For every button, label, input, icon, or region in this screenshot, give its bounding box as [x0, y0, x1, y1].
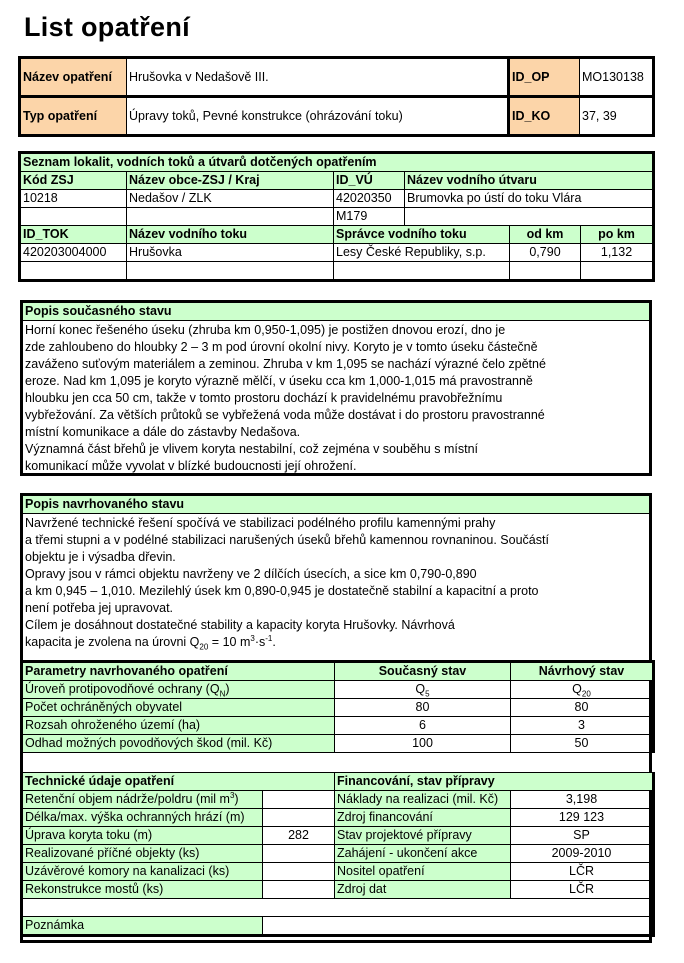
note-label [22, 917, 263, 936]
cell-empty [334, 262, 510, 280]
cell-id-tok: 420203004000 [21, 244, 127, 262]
fin-label: Zdroj financování [335, 809, 511, 827]
cell-nazev-toku: Hrušovka [127, 244, 334, 262]
localities-title: Seznam lokalit, vodních toků a útvarů dotčených opatřením [21, 154, 653, 172]
tech-label-text: ) [234, 792, 239, 806]
param-current: 100 [335, 735, 511, 753]
fin-label: Zdroj dat [335, 881, 511, 899]
table-row [21, 244, 653, 262]
table-row [21, 208, 653, 226]
table-row [22, 845, 654, 863]
cell-spravce: Lesy České Republiky, s.p. [334, 244, 510, 262]
param-proposed: 80 [511, 699, 654, 717]
tech-value [263, 845, 335, 863]
spacer-row [22, 899, 654, 917]
params-header: Parametry navrhovaného opatření [22, 662, 335, 681]
table-row [21, 190, 653, 208]
cell-nazev-obce: Nedašov / ZLK [127, 190, 334, 208]
capacity-sup: 3 [250, 633, 255, 643]
tech-value [263, 863, 335, 881]
param-proposed [511, 681, 654, 699]
table-row [22, 735, 654, 753]
param-proposed: 50 [511, 735, 654, 753]
cell-nazev-obce [127, 208, 334, 226]
cell-id-vu: M179 [334, 208, 405, 226]
fin-value: SP [511, 827, 654, 845]
tech-label-text: Retenční objem nádrže/poldru (mil m [25, 792, 230, 806]
param-label-text: ) [225, 682, 230, 696]
param-proposed: 3 [511, 717, 654, 735]
param-label: Odhad možných povodňových škod (mil. Kč) [22, 735, 335, 753]
tech-label: Rekonstrukce mostů (ks) [22, 881, 263, 899]
cell-empty [510, 262, 581, 280]
fin-label: Zahájení - ukončení akce [335, 845, 511, 863]
param-proposed-text: Q [572, 682, 582, 696]
id-op-label: ID_OP [509, 59, 580, 97]
param-label: Rozsah ohroženého území (ha) [22, 717, 335, 735]
col-od-km: od km [510, 226, 581, 244]
measure-type-value: Úpravy toků, Pevné konstrukce (ohrázování toku) [127, 97, 509, 135]
param-label: Počet ochráněných obyvatel [22, 699, 335, 717]
table-row [22, 791, 654, 809]
capacity-sup: -1 [265, 633, 273, 643]
tech-label: Uzávěrové komory na kanalizaci (ks) [22, 863, 263, 881]
param-label-sub: N [219, 689, 226, 699]
current-state-text: Horní konec řešeného úseku (zhruba km 0,950-1,095) je postižen dnovou erozí, dno je zde zahloubeno do hloubky 2 – 3 m pod úrovní okolní nivy. Koryto je v tomto úseku částečně zaváženo suťovým materiálem a zeminou. Zhruba v km 1,095 se nachází výrazné čelo zpětné eroze. Nad km 1,095 je koryto výrazně mělčí, v úseku cca km 1,000-1,015 má pravostranně hloubku jen cca 50 cm, takže v tomto prostoru dochází k pravidelnému pravobřežnímu vybřežování. Za větších průtoků se vybřežená voda může dostávat i do prostoru pravostranné místní komunikace a dále do zástavby Nedašova. Významná část břehů je vlivem koryta nestabilní, což zejména v souběhu s místní komunikací může vyvolat v blízké budoucnosti její ohrožení. [25, 323, 546, 473]
technical-title: Technické údaje opatření [22, 773, 335, 791]
fin-label: Náklady na realizaci (mil. Kč) [335, 791, 511, 809]
fin-value: 3,198 [511, 791, 654, 809]
capacity-text: ·s [254, 635, 266, 649]
param-proposed-sub: 20 [581, 689, 591, 699]
tech-value [263, 809, 335, 827]
note-value [263, 917, 654, 936]
fin-value: LČR [511, 863, 654, 881]
param-label [22, 681, 335, 699]
tech-value [263, 791, 335, 809]
table-row [22, 681, 654, 699]
fin-label: Nositel opatření [335, 863, 511, 881]
id-op-value: MO130138 [580, 59, 653, 97]
technical-financing-table [20, 772, 655, 937]
col-nazev-toku: Název vodního toku [127, 226, 334, 244]
tech-value [263, 881, 335, 899]
capacity-sub: 20 [199, 642, 209, 652]
cell-id-vu: 42020350 [334, 190, 405, 208]
tech-label: Realizované příčné objekty (ks) [22, 845, 263, 863]
measure-name-label: Název opatření [21, 59, 127, 97]
table-row [21, 262, 653, 280]
measure-type-label: Typ opatření [21, 97, 127, 135]
col-id-tok: ID_TOK [21, 226, 127, 244]
param-current-sub: 5 [425, 689, 430, 699]
col-id-vu: ID_VÚ [334, 172, 405, 190]
table-row [22, 863, 654, 881]
table-row [22, 717, 654, 735]
tech-label: Úprava koryta toku (m) [22, 827, 263, 845]
param-current: 80 [335, 699, 511, 717]
cell-od-km: 0,790 [510, 244, 581, 262]
cell-kod-zsj [21, 208, 127, 226]
proposed-state-text: Navržené technické řešení spočívá ve stabilizaci podélného profilu kamennými prahy a třemi stupni a v podélné stabilizaci narušených úseků břehů kamennou rovnaninou. Součástí objektu je i výsadba dřevin. Opravy jsou v rámci objektu navrženy ve 2 dílčích úsecích, a sice km 0,790-0,890 a km 0,945 – 1,010. Mezilehlý úsek km 0,890-0,945 je dostatečně stabilní a kapacitní a proto není potřeba jej upravovat. Cílem je dosáhnout dostatečné stability a kapacity koryta Hrušovky. Návrhová [25, 516, 549, 632]
cell-empty [127, 262, 334, 280]
cell-empty [581, 262, 653, 280]
measure-name-value: Hrušovka v Nedašově III. [127, 59, 509, 97]
current-state-title: Popis současného stavu [23, 303, 649, 321]
param-current: 6 [335, 717, 511, 735]
measure-header-table [20, 58, 653, 135]
col-nazev-utvaru: Název vodního útvaru [405, 172, 653, 190]
col-po-km: po km [581, 226, 653, 244]
table-row [22, 699, 654, 717]
capacity-text: . [272, 635, 276, 649]
col-kod-zsj: Kód ZSJ [21, 172, 127, 190]
fin-value: 2009-2010 [511, 845, 654, 863]
tech-label [22, 791, 263, 809]
proposed-capacity-line [25, 633, 276, 652]
param-label-text: Úroveň protipovodňové ochrany (Q [25, 682, 220, 696]
localities-table [20, 153, 653, 280]
params-proposed-header: Návrhový stav [511, 662, 654, 681]
id-ko-label: ID_KO [509, 97, 580, 135]
capacity-text: = 10 m [208, 635, 251, 649]
params-current-header: Současný stav [335, 662, 511, 681]
cell-empty [21, 262, 127, 280]
id-ko-value: 37, 39 [580, 97, 653, 135]
proposed-state-text-block [23, 514, 649, 650]
table-row [22, 881, 654, 899]
tech-value: 282 [263, 827, 335, 845]
col-spravce: Správce vodního toku [334, 226, 510, 244]
cell-nazev-utvaru [405, 208, 653, 226]
cell-po-km: 1,132 [581, 244, 653, 262]
proposed-state-title: Popis navrhovaného stavu [23, 496, 649, 514]
table-row [22, 809, 654, 827]
fin-label: Stav projektové přípravy [335, 827, 511, 845]
tech-label: Délka/max. výška ochranných hrází (m) [22, 809, 263, 827]
capacity-text: kapacita je zvolena na úrovni Q [25, 635, 200, 649]
tech-label-sup: 3 [229, 790, 235, 800]
col-nazev-obce: Název obce-ZSJ / Kraj [127, 172, 334, 190]
current-state-section [20, 300, 652, 476]
cell-nazev-utvaru: Brumovka po ústí do toku Vlára [405, 190, 653, 208]
fin-value: 129 123 [511, 809, 654, 827]
param-current [335, 681, 511, 699]
financing-title: Financování, stav přípravy [335, 773, 654, 791]
page-title: List opatření [24, 12, 190, 42]
param-current-text: Q [415, 682, 426, 696]
cell-kod-zsj: 10218 [21, 190, 127, 208]
parameters-table [20, 660, 655, 753]
fin-value: LČR [511, 881, 654, 899]
note-label-text: Poznámka [25, 918, 85, 932]
table-row [22, 827, 654, 845]
